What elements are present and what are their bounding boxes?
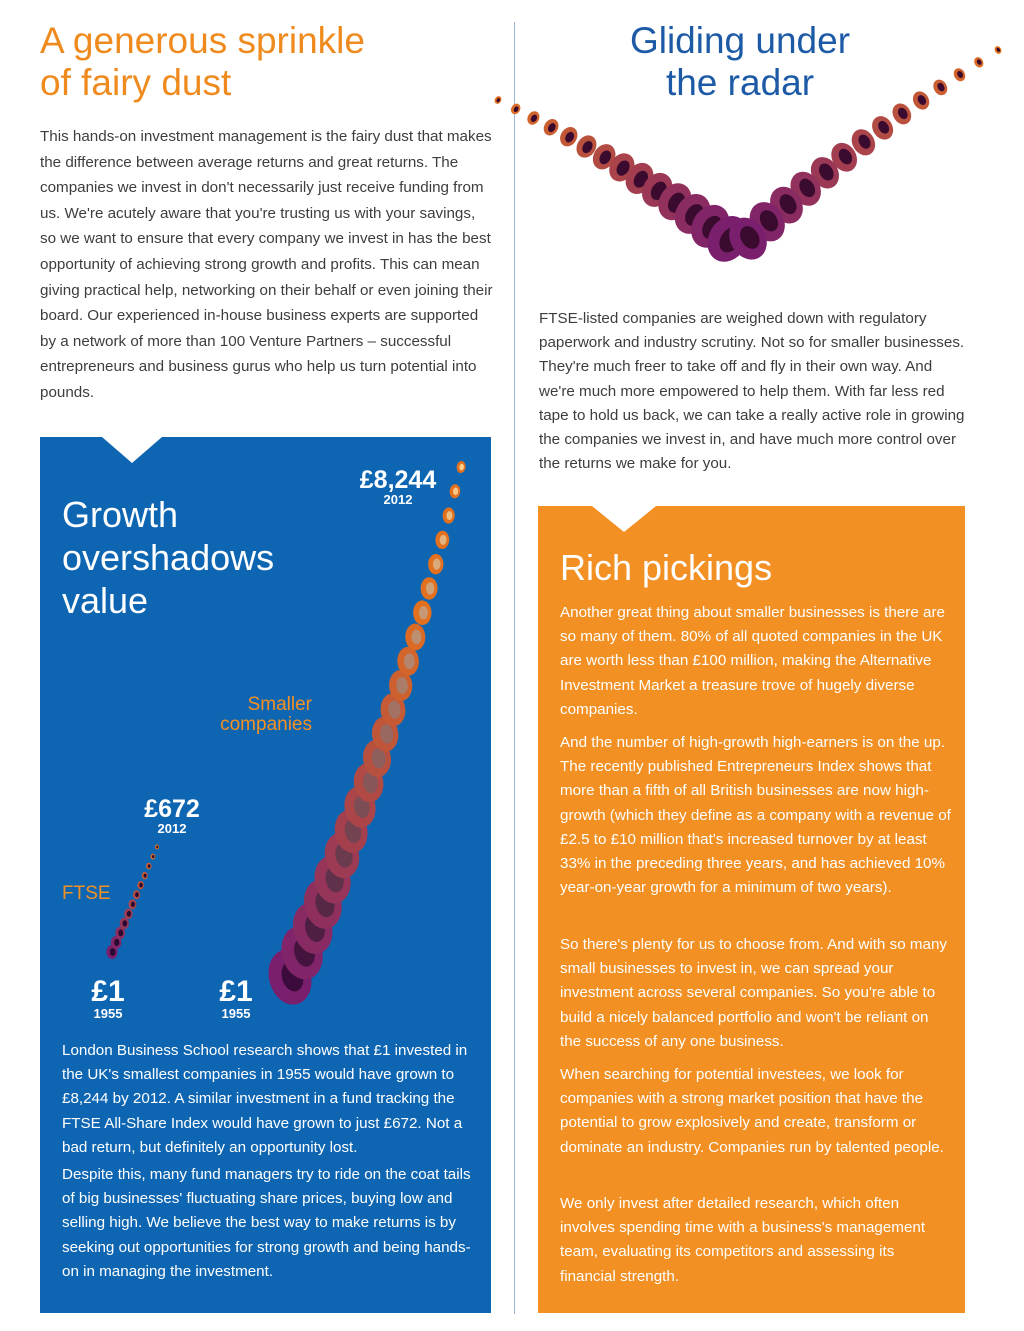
ftse-chain-ring: [133, 890, 140, 899]
growth-paragraph-2: Despite this, many fund managers try to ride on the coat tails of big businesses' fluctuating share prices, buying low and selling high. We believe the best way to make returns is by seeking out opportunities for strong growth and being hands-on in managing the investment.: [62, 1166, 471, 1280]
ftse-start-value: £1: [91, 975, 125, 1008]
growth-chart: [40, 437, 491, 1037]
rich-paragraph-4: When searching for potential investees, we look for companies with a strong market position that have the potential to grow explosively and create, transform or dominate an industry. Companies run by talented people.: [560, 1066, 944, 1156]
smaller-chain-ring: [413, 600, 432, 625]
ftse-chain-ring: [128, 899, 136, 909]
ftse-chain-ring: [120, 918, 129, 930]
rich-paragraph-1: Another great thing about smaller businesses is there are so many of them. 80% of all quoted companies in the UK are worth less than £100 million, making the Alternative Investment Market a treasure trove of hugely diverse companies.: [560, 604, 945, 718]
smaller-start-label: [214, 977, 258, 1021]
ftse-chain-ring: [142, 872, 148, 879]
rich-paragraph-5: We only invest after detailed research, which often involves spending time with a business's management team, evaluating its competitors and assessing its financial strength.: [560, 1195, 926, 1285]
growth-title-line1: Growth: [62, 494, 179, 535]
ftse-chain-ring: [137, 881, 144, 889]
v-ring-right: [972, 56, 985, 70]
growth-title-line3: value: [62, 580, 149, 621]
panel-notch: [592, 506, 656, 532]
smaller-chain-ring: [435, 530, 449, 549]
smaller-end-year: 2012: [383, 492, 413, 507]
v-ring-left: [509, 102, 522, 116]
v-ring-left: [525, 109, 542, 127]
ftse-end-year: 2012: [157, 821, 187, 836]
right-heading-line1: Gliding under: [629, 20, 851, 61]
growth-panel: [40, 437, 491, 1313]
smaller-chain-ring: [405, 623, 426, 650]
v-ring-right: [993, 45, 1003, 55]
smaller-chain-ring: [442, 507, 455, 524]
rich-pickings-panel: [538, 506, 965, 1313]
right-body: FTSE-listed companies are weighed down with regulatory paperwork and industry scrutiny. Not so for smaller businesses. They're much freer to take off and fly in their own way. And we're much more empowered to help them. With far less red tape to hold us back, we can take a really active role in growing the companies we invest in, and have much more control over the returns we make for you.: [539, 310, 965, 473]
left-heading-line2: of fairy dust: [40, 62, 232, 103]
ftse-chain: [106, 845, 159, 960]
smaller-start-year: 1955: [221, 1006, 251, 1021]
smaller-companies-chain: [262, 461, 466, 1010]
ftse-chain-ring: [151, 854, 156, 860]
smaller-label-line1: Smaller: [247, 694, 312, 715]
v-ring-right: [951, 66, 967, 83]
ftse-end-value: £672: [144, 795, 200, 823]
v-ring-left: [541, 116, 562, 138]
ftse-label: FTSE: [62, 883, 111, 904]
left-heading-line1: A generous sprinkle: [40, 20, 365, 61]
v-ring-left: [493, 95, 503, 105]
smaller-chain-ring: [428, 554, 444, 575]
ftse-chain-ring: [146, 863, 151, 870]
growth-paragraph-1: London Business School research shows that £1 invested in the UK's smallest companies in 1955 would have grown to £8,244 by 2012. A similar investment in a fund tracking the FTSE All-Share Index would have grown to just £672. Not a bad return, but definitely an opportunity lost.: [62, 1042, 468, 1156]
rich-paragraph-2: And the number of high-growth high-earners is on the up. The recently published Entrepreneurs Index shows that more than a fifth of all British businesses are now high-growth (which they define as a company with a revenue of £2.5 to £10 million that's increased turnover by at least 33% in the preceding three years, and has achieved 10% year-on-year growth for a minimum of two years).: [560, 734, 951, 897]
v-ring-right: [889, 100, 915, 128]
smaller-label-line2: companies: [220, 714, 312, 735]
rich-paragraph-3: So there's plenty for us to choose from. And with so many small businesses to invest in, we can spread your investment across several companies. So you're able to build a nicely balanced portfolio and won't be reliant on the success of any one business.: [560, 936, 947, 1050]
smaller-chain-ring: [456, 461, 466, 474]
smaller-end-value: £8,244: [359, 466, 437, 494]
smaller-start-value: £1: [219, 975, 253, 1008]
left-heading: [40, 20, 510, 104]
rich-title: Rich pickings: [560, 547, 773, 588]
ftse-start-year: 1955: [93, 1006, 123, 1021]
smaller-companies-label: [212, 695, 312, 735]
ftse-chain-ring: [155, 845, 159, 850]
ftse-end-label: [140, 796, 204, 836]
right-heading: [540, 20, 940, 104]
smaller-chain-ring: [449, 484, 461, 499]
ftse-chain-ring: [124, 908, 133, 919]
growth-title-line2: overshadows: [62, 537, 275, 578]
ftse-start-label: [86, 977, 130, 1021]
left-body: This hands-on investment management is the fairy dust that makes the difference between average returns and great returns. The companies we invest in don't necessarily just receive funding from us. We're acutely aware that you're trusting us with your savings, so we want to ensure that every company we invest in has the best opportunity of achieving strong growth and profits. This can mean giving practical help, networking on their behalf or even joining their board. Our experienced in-house business experts are supported by a network of more than 100 Venture Partners – successful entrepreneurs and business gurus who help us turn potential into pounds.: [40, 128, 493, 401]
right-heading-line2: the radar: [665, 62, 815, 103]
smaller-chain-ring: [421, 577, 438, 600]
smaller-end-label: [358, 467, 438, 507]
